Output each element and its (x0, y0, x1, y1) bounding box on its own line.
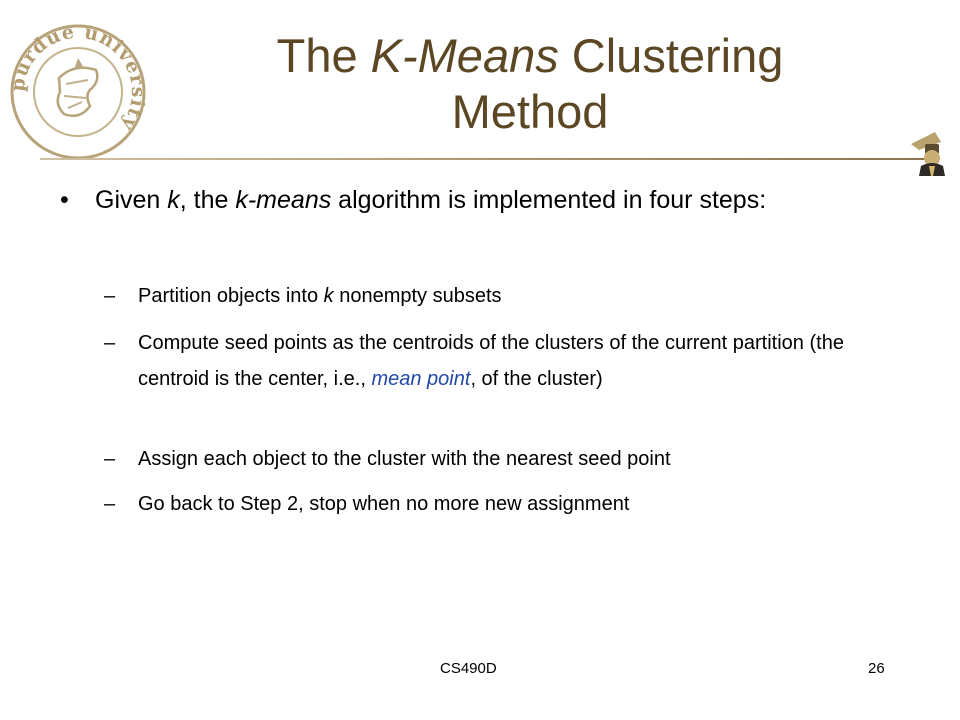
step-text: Go back to Step 2, stop when no more new assignment (138, 493, 630, 515)
accent-term: mean point (371, 368, 471, 390)
title-text: Clustering (558, 29, 784, 82)
footer-course: CS490D (440, 660, 497, 677)
step-dash: – (104, 448, 116, 470)
title-line-2: Method (451, 85, 609, 138)
step-dash: – (104, 493, 116, 515)
slide-title (160, 28, 900, 140)
svg-text:purdue university: purdue university (6, 20, 150, 135)
bullet-dot: • (60, 186, 69, 214)
title-emphasis: K-Means (370, 29, 559, 82)
title-line-1 (160, 28, 900, 84)
step-text: Compute seed points as the centroids of the clusters of the current partition (the centroid is the center, i.e., mean point, of the cluster) (138, 332, 844, 390)
step-dash: – (104, 332, 116, 354)
bullet-text: Given k, the k-means algorithm is implemented in four steps: (95, 186, 767, 214)
purdue-seal-logo (4, 18, 152, 166)
title-text: The (276, 29, 371, 82)
step-text: Assign each object to the cluster with the nearest seed point (138, 448, 671, 470)
purdue-pete-icon (905, 130, 947, 178)
footer-page-number: 26 (868, 660, 885, 677)
step-dash: – (104, 285, 116, 307)
step-text: Partition objects into k nonempty subsets (138, 285, 502, 307)
title-divider (40, 158, 925, 160)
